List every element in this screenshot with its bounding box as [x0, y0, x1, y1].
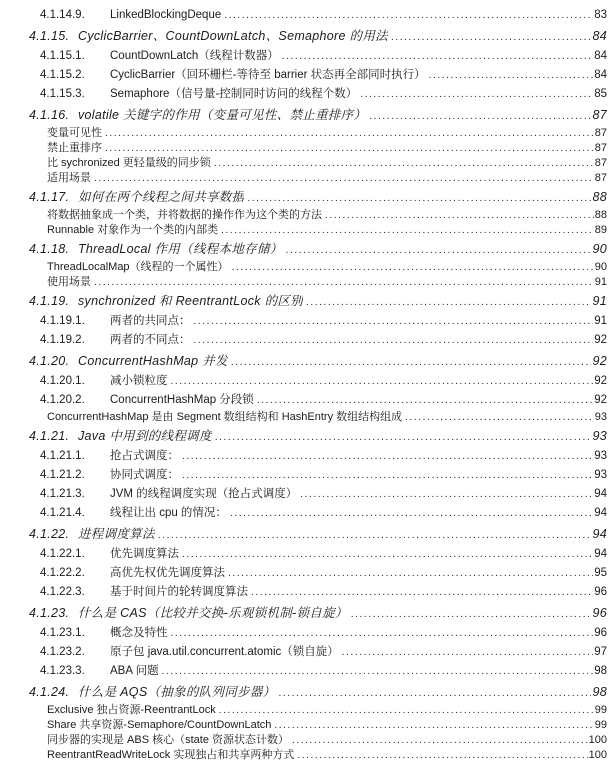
- toc-entry[interactable]: [0, 156, 614, 171]
- dot-leader: [94, 171, 594, 186]
- dot-leader: [300, 485, 593, 504]
- dot-leader: [194, 331, 594, 350]
- toc-entry[interactable]: [0, 504, 614, 523]
- toc-entry-title: 两者的不同点：: [110, 334, 191, 346]
- toc-entry-page: 92: [592, 354, 607, 368]
- dot-leader: [182, 545, 593, 564]
- toc-entry[interactable]: [0, 372, 614, 391]
- toc-entry-number: 4.1.15.: [29, 29, 70, 43]
- toc-entry-title: 什么是 AQS（抽象的队列同步器）: [78, 685, 276, 699]
- toc-entry-number: 4.1.15.1.: [40, 50, 85, 62]
- toc-entry-number: 4.1.20.: [29, 354, 70, 368]
- dot-leader: [214, 156, 594, 171]
- toc-entry-number: 4.1.21.4.: [40, 507, 85, 519]
- toc-entry[interactable]: [0, 186, 614, 208]
- toc-entry-page: 96: [594, 627, 607, 639]
- toc-entry[interactable]: [0, 583, 614, 602]
- toc-entry-title: ConcurrentHashMap 是由 Segment 数组结构和 HashEntry 数组结构组成: [47, 411, 403, 423]
- dot-leader: [182, 466, 593, 485]
- toc-entry-number: 4.1.23.1.: [40, 627, 85, 639]
- toc-entry-title: ConcurrentHashMap 分段锁: [110, 394, 254, 406]
- toc-entry-number: 4.1.23.3.: [40, 665, 85, 677]
- toc-entry-page: 94: [594, 548, 607, 560]
- toc-entry-page: 94: [594, 488, 607, 500]
- toc-entry-title: Semaphore（信号量-控制同时访问的线程个数）: [110, 88, 358, 100]
- toc-entry-page: 97: [594, 646, 607, 658]
- toc-entry-title: CyclicBarrier（回环栅栏-等待至 barrier 状态再全部同时执行）: [110, 69, 426, 81]
- toc-entry-number: 4.1.17.: [29, 190, 70, 204]
- toc-entry-number: 4.1.23.2.: [40, 646, 85, 658]
- toc-entry-page: 92: [594, 375, 607, 387]
- toc-entry-title: 原子包 java.util.concurrent.atomic（锁自旋）: [110, 646, 339, 658]
- toc-entry-title: 禁止重排序: [47, 142, 102, 154]
- toc-entry-number: 4.1.18.: [29, 242, 70, 256]
- toc-entry[interactable]: [0, 466, 614, 485]
- toc-entry-title: 线程让出 cpu 的情况：: [110, 507, 227, 519]
- toc-entry[interactable]: [0, 523, 614, 545]
- dot-leader: [274, 718, 593, 733]
- toc-entry-title: 概念及特性: [110, 627, 168, 639]
- toc-entry-title: 如何在两个线程之间共享数据: [78, 190, 245, 204]
- toc-entry-page: 94: [592, 527, 607, 541]
- toc-entry-number: 4.1.23.: [29, 606, 70, 620]
- toc-entry[interactable]: [0, 447, 614, 466]
- toc-entry-number: 4.1.14.9.: [40, 9, 85, 21]
- toc-entry-page: 88: [594, 209, 607, 221]
- dot-leader: [94, 275, 594, 290]
- toc-entry-page: 90: [592, 242, 607, 256]
- toc-entry-page: 89: [594, 224, 607, 236]
- toc-entry[interactable]: [0, 624, 614, 643]
- toc-entry-title: 优先调度算法: [110, 548, 179, 560]
- toc-entry[interactable]: [0, 564, 614, 583]
- toc-entry[interactable]: [0, 275, 614, 290]
- toc-entry-page: 94: [594, 507, 607, 519]
- dot-leader: [171, 624, 594, 643]
- toc-entry-page: 93: [594, 450, 607, 462]
- toc-entry[interactable]: [0, 25, 614, 47]
- dot-leader: [105, 126, 594, 141]
- toc-entry-number: 4.1.20.1.: [40, 375, 85, 387]
- dot-leader: [306, 290, 592, 314]
- toc-entry[interactable]: [0, 391, 614, 410]
- toc-entry[interactable]: [0, 6, 614, 25]
- toc-entry-title: 使用场景: [47, 276, 91, 288]
- toc-entry-page: 98: [592, 685, 607, 699]
- dot-leader: [105, 141, 594, 156]
- toc-entry-page: 90: [594, 261, 607, 273]
- toc-entry[interactable]: [0, 104, 614, 126]
- toc-entry-title: 同步器的实现是 ABS 核心（state 资源状态计数）: [47, 734, 290, 746]
- toc-entry-page: 91: [594, 276, 607, 288]
- toc-entry-page: 87: [594, 142, 607, 154]
- toc-entry[interactable]: [0, 545, 614, 564]
- toc-entry[interactable]: [0, 223, 614, 238]
- toc-entry-page: 84: [592, 29, 607, 43]
- toc-entry-page: 84: [594, 69, 607, 81]
- toc-entry-title: CyclicBarrier、CountDownLatch、Semaphore 的用法: [78, 29, 388, 43]
- dot-leader: [297, 748, 587, 763]
- toc-entry-title: Share 共享资源-Semaphore/CountDownLatch: [47, 719, 272, 731]
- toc-entry[interactable]: [0, 171, 614, 186]
- dot-leader: [351, 602, 592, 626]
- toc-entry-page: 91: [594, 315, 607, 327]
- toc-entry[interactable]: [0, 748, 614, 763]
- toc-entry-number: 4.1.21.1.: [40, 450, 85, 462]
- toc-entry[interactable]: [0, 703, 614, 718]
- toc-entry[interactable]: [0, 718, 614, 733]
- dot-leader: [282, 47, 593, 66]
- toc-entry-number: 4.1.20.2.: [40, 394, 85, 406]
- toc-entry-title: 变量可见性: [47, 127, 102, 139]
- dot-leader: [221, 223, 594, 238]
- toc-entry-title: ConcurrentHashMap 并发: [78, 354, 228, 368]
- toc-entry-title: 将数据抽象成一个类，并将数据的操作作为这个类的方法: [47, 209, 322, 221]
- toc-entry-title: 基于时间片的轮转调度算法: [110, 586, 248, 598]
- dot-leader: [219, 703, 594, 718]
- dot-leader: [286, 238, 592, 262]
- toc-entry-page: 92: [594, 334, 607, 346]
- toc-entry-page: 100: [588, 749, 607, 761]
- dot-leader: [391, 25, 592, 49]
- toc-entry[interactable]: [0, 141, 614, 156]
- toc-entry-page: 100: [588, 734, 607, 746]
- toc-entry-page: 84: [594, 50, 607, 62]
- toc-entry-page: 99: [594, 719, 607, 731]
- toc-entry-page: 95: [594, 567, 607, 579]
- toc-entry[interactable]: [0, 208, 614, 223]
- toc-entry[interactable]: [0, 602, 614, 624]
- toc-entry-number: 4.1.21.2.: [40, 469, 85, 481]
- toc-entry-number: 4.1.22.2.: [40, 567, 85, 579]
- toc-entry[interactable]: [0, 410, 614, 425]
- toc-entry-title: Runnable 对象作为一个类的内部类: [47, 224, 219, 236]
- toc-entry-title: LinkedBlockingDeque: [110, 9, 222, 21]
- toc-entry-page: 87: [592, 108, 607, 122]
- toc-entry-title: 两者的共同点：: [110, 315, 191, 327]
- toc-entry-page: 91: [592, 294, 607, 308]
- toc-entry-page: 92: [594, 394, 607, 406]
- toc-entry-number: 4.1.21.3.: [40, 488, 85, 500]
- toc-entry-page: 93: [592, 429, 607, 443]
- toc-entry[interactable]: [0, 425, 614, 447]
- toc-entry[interactable]: [0, 331, 614, 350]
- toc-entry-title: ThreadLocal 作用（线程本地存储）: [78, 242, 283, 256]
- toc-entry[interactable]: [0, 662, 614, 681]
- toc-entry-title: 抢占式调度：: [110, 450, 179, 462]
- toc-entry[interactable]: [0, 643, 614, 662]
- toc-entry[interactable]: [0, 85, 614, 104]
- toc-entry-number: 4.1.15.3.: [40, 88, 85, 100]
- dot-leader: [232, 260, 594, 275]
- toc-entry-title: 协同式调度：: [110, 469, 179, 481]
- toc-entry-title: 什么是 CAS（比较并交换-乐观锁机制-锁自旋）: [78, 606, 348, 620]
- toc-entry-page: 93: [594, 411, 607, 423]
- dot-leader: [292, 733, 588, 748]
- dot-leader: [228, 564, 593, 583]
- toc-entry[interactable]: [0, 312, 614, 331]
- toc-entry-page: 87: [594, 172, 607, 184]
- toc-entry-page: 96: [594, 586, 607, 598]
- toc-entry-title: Java 中用到的线程调度: [78, 429, 212, 443]
- toc-entry[interactable]: [0, 126, 614, 141]
- toc-entry-number: 4.1.22.: [29, 527, 70, 541]
- toc-entry-page: 87: [594, 157, 607, 169]
- toc-entry-number: 4.1.19.2.: [40, 334, 85, 346]
- toc-entry[interactable]: [0, 350, 614, 372]
- dot-leader: [369, 104, 591, 128]
- toc-entry-number: 4.1.22.3.: [40, 586, 85, 598]
- toc-entry-page: 96: [592, 606, 607, 620]
- toc-entry[interactable]: [0, 485, 614, 504]
- dot-leader: [360, 85, 593, 104]
- dot-leader: [171, 372, 594, 391]
- toc-entry-number: 4.1.24.: [29, 685, 70, 699]
- dot-leader: [162, 662, 594, 681]
- dot-leader: [194, 312, 594, 331]
- toc-entry-page: 83: [594, 9, 607, 21]
- toc-entry-number: 4.1.22.1.: [40, 548, 85, 560]
- dot-leader: [251, 583, 593, 602]
- dot-leader: [257, 391, 593, 410]
- toc-entry-page: 87: [594, 127, 607, 139]
- dot-leader: [325, 208, 594, 223]
- toc-entry-number: 4.1.19.1.: [40, 315, 85, 327]
- dot-leader: [342, 643, 593, 662]
- dot-leader: [278, 681, 591, 705]
- toc-entry-page: 98: [594, 665, 607, 677]
- toc-entry-number: 4.1.15.2.: [40, 69, 85, 81]
- toc-entry-title: JVM 的线程调度实现（抢占式调度）: [110, 488, 298, 500]
- toc-entry-title: 进程调度算法: [78, 527, 155, 541]
- dot-leader: [429, 66, 594, 85]
- dot-leader: [224, 6, 593, 25]
- toc-entry-title: volatile 关键字的作用（变量可见性、禁止重排序）: [78, 108, 367, 122]
- toc-entry[interactable]: [0, 733, 614, 748]
- toc-entry[interactable]: [0, 290, 614, 312]
- toc-entry[interactable]: [0, 681, 614, 703]
- toc-entry-title: synchronized 和 ReentrantLock 的区别: [78, 294, 303, 308]
- toc-entry-title: 高优先权优先调度算法: [110, 567, 225, 579]
- dot-leader: [230, 504, 593, 523]
- toc-entry-title: 适用场景: [47, 172, 91, 184]
- toc-entry-title: 比 sychronized 更轻量级的同步锁: [47, 157, 211, 169]
- toc-entry-title: ABA 问题: [110, 665, 159, 677]
- dot-leader: [405, 410, 594, 425]
- dot-leader: [231, 350, 592, 374]
- toc-entry[interactable]: [0, 260, 614, 275]
- toc-entry-number: 4.1.19.: [29, 294, 70, 308]
- toc-entry-title: 减小锁粒度: [110, 375, 168, 387]
- dot-leader: [215, 425, 592, 449]
- toc-entry-page: 88: [592, 190, 607, 204]
- toc-entry-number: 4.1.21.: [29, 429, 70, 443]
- dot-leader: [182, 447, 593, 466]
- toc-entry-number: 4.1.16.: [29, 108, 70, 122]
- toc-entry-page: 85: [594, 88, 607, 100]
- toc-entry[interactable]: [0, 47, 614, 66]
- toc-entry[interactable]: [0, 238, 614, 260]
- toc-entry[interactable]: [0, 66, 614, 85]
- toc-entry-title: Exclusive 独占资源-ReentrantLock: [47, 704, 216, 716]
- toc-entry-title: CountDownLatch（线程计数器）: [110, 50, 279, 62]
- toc-entry-page: 93: [594, 469, 607, 481]
- toc-entry-title: ThreadLocalMap（线程的一个属性）: [47, 261, 229, 273]
- toc-entry-title: ReentrantReadWriteLock 实现独占和共享两种方式: [47, 749, 295, 761]
- dot-leader: [158, 523, 592, 547]
- toc-entry-page: 99: [594, 704, 607, 716]
- dot-leader: [247, 186, 591, 210]
